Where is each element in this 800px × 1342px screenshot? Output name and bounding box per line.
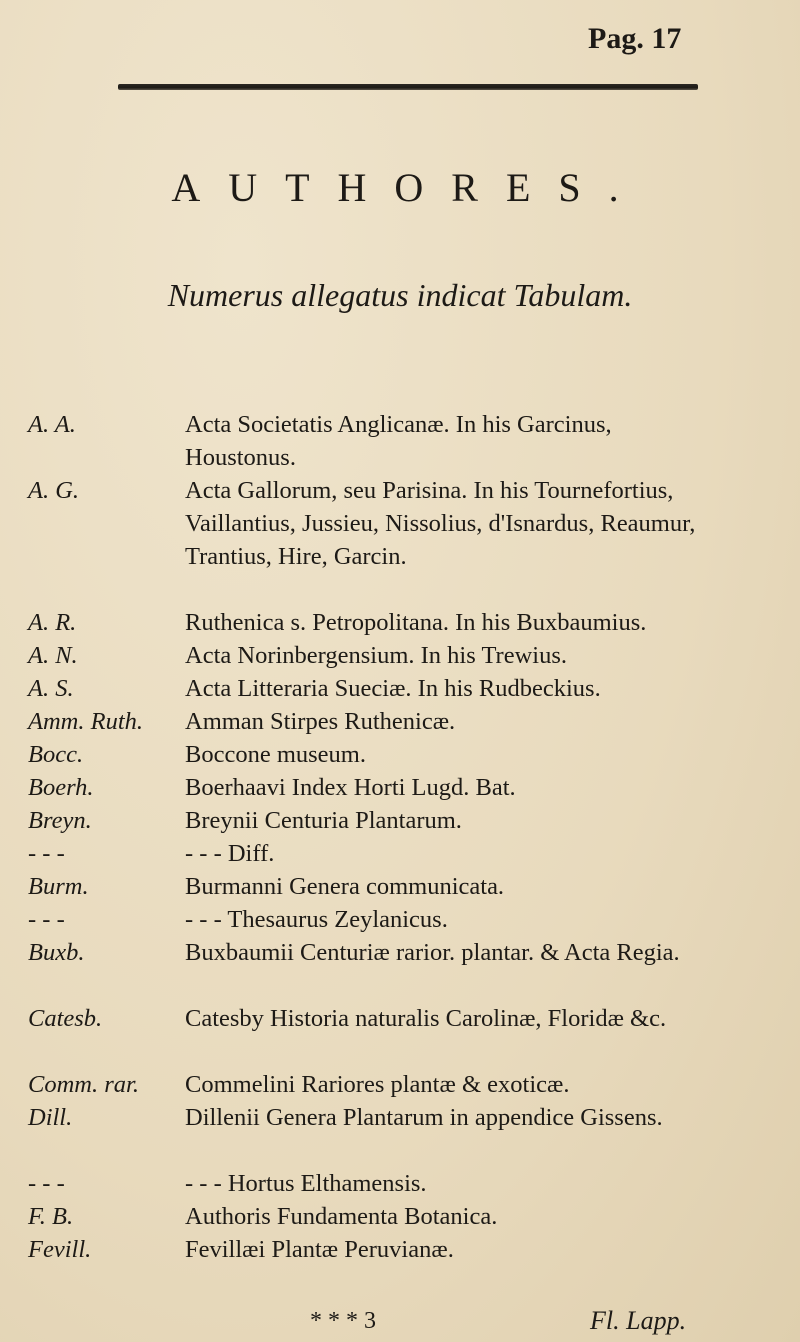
entry-abbreviation: A. S. [28,675,74,702]
entry-abbreviation: Burm. [28,873,89,900]
entry-description: Acta Litteraria Sueciæ. In his Rudbeckius. [185,675,601,702]
entry-description: - - - Thesaurus Zeylanicus. [185,906,448,933]
entry-description: Boerhaavi Index Horti Lugd. Bat. [185,774,516,801]
entry-abbreviation: A. R. [28,609,77,636]
catchword: Fl. Lapp. [590,1306,687,1335]
entry-description: Breynii Centuria Plantarum. [185,807,462,834]
entry-abbreviation: Fevill. [28,1236,92,1263]
entry-description: Acta Norinbergensium. In his Trewius. [185,642,567,669]
entry-abbreviation: Dill. [28,1104,73,1131]
entry-abbreviation: A. A. [28,411,76,438]
page-title: AUTHORES. [171,165,647,210]
page-subtitle: Numerus allegatus indicat Tabulam. [167,277,633,313]
entry-abbreviation: Comm. rar. [28,1071,139,1098]
entry-description: Amman Stirpes Ruthenicæ. [185,708,456,735]
entry-description: Dillenii Genera Plantarum in appendice Gissens. [185,1104,663,1131]
entry-description: - - - Diff. [185,840,275,867]
entry-abbreviation: A. G. [28,477,80,504]
entry-abbreviation: - - - [28,1170,65,1197]
entry-description: Acta Gallorum, seu Parisina. In his Tournefortius, Vaillantius, Jussieu, Nissolius, d'Isnardus, Reaumur, Trantius, Hire, Garcin. [185,477,696,570]
entry-abbreviation: Boerh. [28,774,94,801]
entry-abbreviation: A. N. [28,642,78,669]
entry-abbreviation: - - - [28,906,65,933]
page-number: Pag. 17 [588,22,682,55]
entry-description: Boccone museum. [185,741,366,768]
entry-abbreviation: Amm. Ruth. [28,708,143,735]
entry-description: Fevillæi Plantæ Peruvianæ. [185,1236,454,1263]
entry-abbreviation: Catesb. [28,1005,103,1032]
entry-description: Acta Societatis Anglicanæ. In his Garcinus, Houstonus. [185,411,612,471]
entry-abbreviation: - - - [28,840,65,867]
entry-description: Authoris Fundamenta Botanica. [185,1203,498,1230]
entry-description: - - - Hortus Elthamensis. [185,1170,427,1197]
entry-description: Buxbaumii Centuriæ rarior. plantar. & Acta Regia. [185,939,680,966]
entry-description: Burmanni Genera communicata. [185,873,505,900]
entry-description: Ruthenica s. Petropolitana. In his Buxbaumius. [185,609,647,636]
header-rule [118,84,698,90]
entry-abbreviation: Buxb. [28,939,85,966]
entry-description: Commelini Rariores plantæ & exoticæ. [185,1071,570,1098]
signature-mark: * * * 3 [310,1308,376,1334]
entry-abbreviation: Bocc. [28,741,84,768]
entry-description: Catesby Historia naturalis Carolinæ, Floridæ &c. [185,1005,667,1032]
entry-abbreviation: F. B. [28,1203,74,1230]
entry-abbreviation: Breyn. [28,807,92,834]
